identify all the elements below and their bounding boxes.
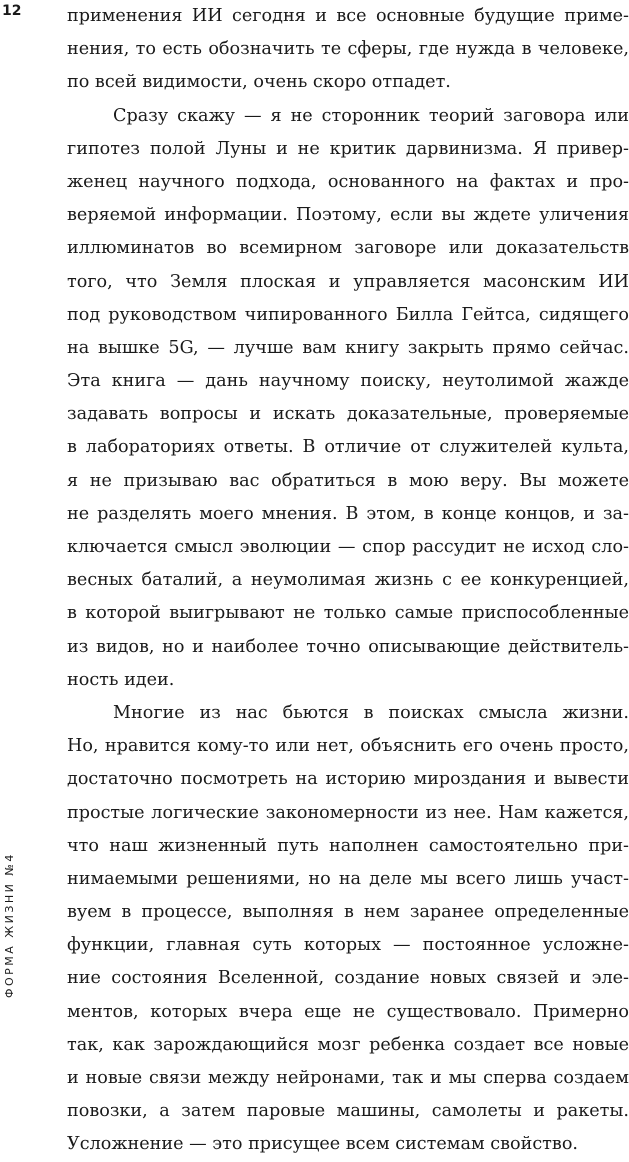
text-line: на вышке 5G, — лучше вам книгу закрыть прямо сейчас. — [67, 337, 629, 358]
text-line: Сразу скажу — я не сторонник теорий заговора или — [113, 105, 629, 126]
text-line: вуем в процессе, выполняя в нем заранее определенные — [67, 902, 629, 923]
paragraph — [67, 0, 629, 100]
text-line: достаточно посмотреть на историю мироздания и вывести — [67, 769, 629, 790]
text-line: ние состояния Вселенной, создание новых связей и эле- — [67, 968, 629, 989]
text-line: по всей видимости, очень скоро отпадет. — [67, 72, 451, 93]
text-line: применения ИИ сегодня и все основные будущие приме- — [67, 6, 629, 26]
text-line: под руководством чипированного Билла Гейтса, сидящего — [67, 304, 629, 325]
text-line: того, что Земля плоская и управляется масонским ИИ — [67, 271, 629, 292]
text-line: веряемой информации. Поэтому, если вы ждете уличения — [67, 205, 629, 226]
text-line: иллюминатов во всемирном заговоре или доказательств — [67, 238, 629, 259]
text-line: Усложнение — это присущее всем системам свойство. — [67, 1134, 579, 1155]
text-line: ключается смысл эволюции — спор рассудит не исход сло- — [67, 537, 629, 557]
text-line: я не призываю вас обратиться в мою веру. Вы можете — [67, 470, 629, 491]
text-line: Многие из нас бьются в поисках смысла жизни. — [113, 702, 629, 723]
text-line: не разделять моего мнения. В этом, в конце концов, и за- — [67, 503, 629, 524]
text-line: нимаемыми решениями, но на деле мы всего лишь участ- — [67, 868, 629, 889]
text-line: нения, то есть обозначить те сферы, где нужда в человеке, — [67, 39, 629, 60]
text-line: что наш жизненный путь наполнен самостоятельно при- — [67, 835, 629, 856]
text-line: из видов, но и наиболее точно описывающие действитель- — [67, 636, 629, 657]
text-line: Но, нравится кому-то или нет, объяснить его очень просто, — [67, 736, 629, 757]
paragraph — [67, 697, 629, 1162]
text-line: ментов, которых вчера еще не существовало. Примерно — [67, 1001, 629, 1022]
body-text — [67, 0, 629, 1162]
text-line: в которой выигрывают не только самые приспособленные — [67, 603, 629, 624]
text-line: задавать вопросы и искать доказательные, проверяемые — [67, 404, 629, 425]
text-line: ность идеи. — [67, 669, 175, 690]
text-line: в лабораториях ответы. В отличие от служителей культа, — [67, 437, 629, 458]
text-line: повозки, а затем паровые машины, самолеты и ракеты. — [67, 1101, 629, 1122]
text-line: так, как зарождающийся мозг ребенка создает все новые — [67, 1034, 629, 1055]
page-number: 12 — [2, 3, 22, 19]
text-line: и новые связи между нейронами, так и мы сперва создаем — [67, 1068, 629, 1088]
text-line: гипотез полой Луны и не критик дарвинизма. Я привер- — [67, 138, 629, 159]
running-title: ФОРМА ЖИЗНИ №4 — [3, 852, 16, 998]
text-line: функции, главная суть которых — постоянное усложне- — [67, 935, 629, 956]
text-line: Эта книга — дань научному поиску, неутолимой жажде — [67, 371, 629, 392]
text-line: весных баталий, а неумолимая жизнь с ее конкуренцией, — [67, 570, 629, 591]
paragraph — [67, 100, 629, 697]
text-line: простые логические закономерности из нее. Нам кажется, — [67, 802, 629, 823]
text-line: женец научного подхода, основанного на фактах и про- — [67, 171, 629, 192]
